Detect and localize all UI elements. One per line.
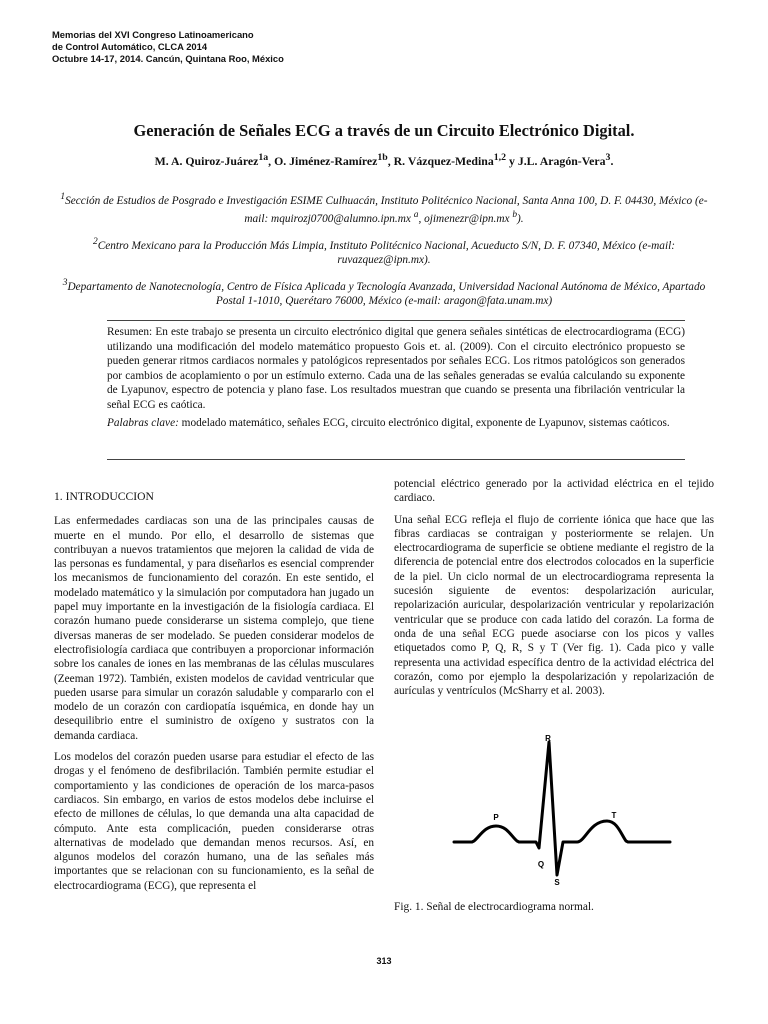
- affiliation-2: [60, 235, 708, 268]
- keywords: [107, 416, 685, 431]
- author-affiliation-mark: 3: [605, 152, 611, 163]
- body-paragraph: Las enfermedades cardiacas son una de las principales causas de muerte en el mundo. Por ello, el desarrollo de sistemas que contribuyan a nuevos tratamientos que mejoren la calidad de vida de las personas es fundamental, y para diseñarlos es esencial comprender los mecanismos de funcionamiento del corazón. En este sentido, el modelado matemático y la simulación por computadora han jugado un papel muy importante en la investigación de la fisiología cardiaca. El corazón humano puede considerarse un sistema complejo, que tiene diversas maneras de ser modelado. Se pueden considerar modelos de electrofisiología cardiaca que contribuyen a proporcionar información sobre los canales de iones en las membranas de las células musculares (Zeeman 1972). También, existen modelos de cavidad ventricular que pueden usarse para simular un corazón saludable y compararlo con el modelo de un corazón con cardiopatía isquémica, en donde hay un desequilibrio entre el suministro de oxígeno y sustratos con la demanda cardiaca.: [54, 515, 374, 742]
- body-paragraph: Los modelos del corazón pueden usarse para estudiar el efecto de las drogas y el fenómeno de desfibrilación. También permite estudiar el comportamiento y las condiciones de operación de los marca-pasos cardiacos. Sin embargo, en varios de estos modelos debe incluirse el efecto de millones de células, lo que demanda una alta capacidad de cómputo. Ante esta complicación, pueden considerarse otras alternativas de modelado que demandan menos recursos. Así, en algunos modelos del corazón humano, una de las señales más importantes que se relacionan con su funcionamiento, es la señal de electrocardiograma (ECG), que representa el: [54, 751, 374, 892]
- author-name: y J.L. Aragón-Vera: [506, 153, 606, 168]
- affiliation-text: Sección de Estudios de Posgrado e Investigación ESIME Culhuacán, Instituto Politécnico Nacional, Santa Anna 100, D. F. 04430, México (e-mail: mquirozj0700@alumno.ipn.mx: [65, 194, 708, 226]
- left-column: [54, 490, 374, 900]
- author-list: [0, 152, 768, 169]
- affiliation-number: 3: [62, 278, 68, 288]
- wave-label-s: S: [554, 878, 560, 887]
- affiliation-1: [60, 190, 708, 227]
- body-paragraph: potencial eléctrico generado por la actividad eléctrica en el tejido cardiaco.: [394, 478, 714, 505]
- wave-label-q: Q: [537, 860, 545, 869]
- page-number: 313: [376, 956, 392, 966]
- abstract-text: Resumen: En este trabajo se presenta un circuito electrónico digital que genera señales sintéticas de electrocardiograma (ECG) utilizando una modificación del modelo matemático propuesto Gois et. al. (2009). Con el circuito electrónico propuesto se pueden generar ritmos cardiacos normales y patológicos representados por señales ECG. Los ritmos patológicos son generados por cambios de acoplamiento o por un estímulo externo. Cada una de las señales generadas se evalúa calculando su exponente de Lyapunov, espectro de potencia y plano fase. Los resultados muestran que cuando se presenta una fibrilación ventricular la señal ECG es caótica.: [107, 326, 685, 411]
- body-paragraph: Una señal ECG refleja el flujo de corriente iónica que hace que las fibras cardiacas se contraigan y posteriormente se relajen. Un electrocardiograma de superficie se obtiene mediante el registro de la diferencia de potencial entre dos electrodos colocados en la superficie de la piel. Un ciclo normal de un electrocardiograma representa la sucesión siguiente de eventos: despolarización auricular, repolarización auricular, despolarización ventricular y repolarización ventricular que se produce con cada latido del corazón. La forma de onda de una señal ECG puede asociarse con los picos y valles etiquetados como P, Q, R, S y T (Ver fig. 1). Cada pico y valle representa una actividad específica dentro de la actividad eléctrica del corazón, como por ejemplo la despolarización y repolarización de aurículas y ventrículos (McSharry et al. 2003).: [394, 513, 714, 698]
- section-heading: 1. INTRODUCCION: [54, 490, 154, 503]
- ecg-figure: [452, 733, 672, 888]
- right-column: [394, 477, 714, 705]
- affiliation-text: Departamento de Nanotecnología, Centro de Física Aplicada y Tecnología Avanzada, Universidad Nacional Autónoma de México, Apartado Postal 1-1010, Querétaro 76000, México (e-mail: aragon@fata.unam.mx): [67, 280, 706, 308]
- abstract-box: [107, 320, 685, 460]
- author-name: , O. Jiménez-Ramírez: [268, 153, 378, 168]
- affiliation-3: [60, 276, 708, 309]
- conference-header: [52, 29, 452, 65]
- conference-header-line: de Control Automático, CLCA 2014: [52, 41, 208, 52]
- email-mark: a: [413, 210, 419, 221]
- author-list-end: .: [610, 153, 614, 168]
- ecg-waveform: [454, 742, 670, 875]
- wave-label-p: P: [493, 813, 499, 822]
- author-affiliation-mark: 1a: [258, 152, 269, 163]
- figure-caption: Fig. 1. Señal de electrocardiograma normal.: [394, 901, 594, 913]
- wave-label-t: T: [611, 811, 617, 820]
- keywords-text: modelado matemático, señales ECG, circuito electrónico digital, exponente de Lyapunov, sistemas caóticos.: [178, 416, 670, 429]
- email-mark: b: [512, 210, 518, 221]
- wave-label-r: R: [545, 734, 551, 744]
- author-affiliation-mark: 1,2: [493, 152, 507, 163]
- affiliation-number: 1: [60, 192, 66, 202]
- keywords-label: Palabras clave:: [107, 416, 179, 429]
- affiliation-text: , ojimenezr@ipn.mx: [418, 213, 513, 226]
- author-affiliation-mark: 1b: [377, 152, 388, 163]
- affiliation-text: ).: [517, 213, 524, 226]
- affiliation-text: Centro Mexicano para la Producción Más Limpia, Instituto Politécnico Nacional, Acueducto S/N, D. F. 07340, México (e-mail: ruvazquez@ipn.mx).: [97, 239, 675, 267]
- ecg-waveform-diagram: [452, 733, 672, 888]
- affiliation-number: 2: [92, 237, 98, 247]
- conference-header-line: Octubre 14-17, 2014. Cancún, Quintana Roo, México: [52, 53, 284, 64]
- conference-header-line: Memorias del XVI Congreso Latinoamericano: [52, 29, 254, 40]
- author-name: M. A. Quiroz-Juárez: [154, 153, 259, 168]
- author-name: , R. Vázquez-Medina: [387, 153, 494, 168]
- paper-title: Generación de Señales ECG a través de un Circuito Electrónico Digital.: [133, 121, 635, 140]
